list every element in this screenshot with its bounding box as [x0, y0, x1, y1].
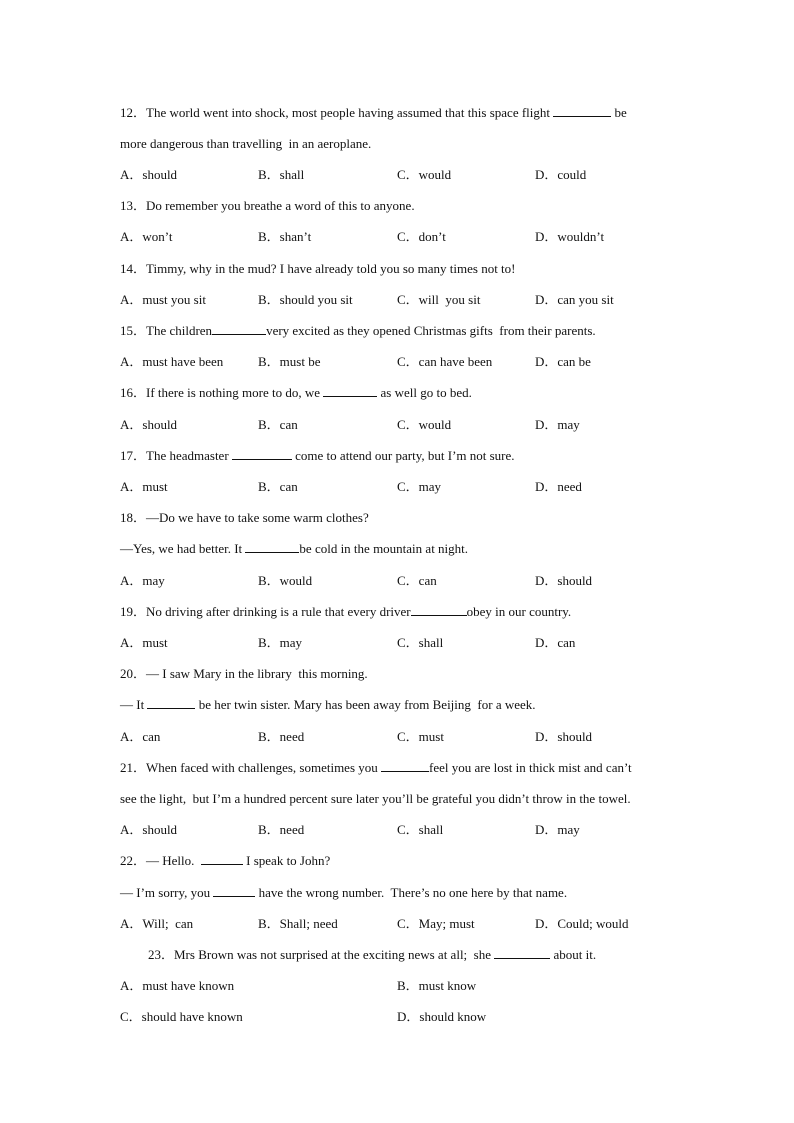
option-b: B．can: [258, 479, 298, 494]
question-text: obey in our country.: [466, 604, 572, 619]
question-18-continued: [120, 541, 468, 557]
option-c: C．would: [397, 417, 452, 432]
question-text: feel you are lost in thick mist and can’t: [429, 760, 632, 775]
question-21: [120, 760, 632, 776]
answer-blank: [245, 541, 299, 553]
question-22: [120, 853, 330, 869]
option-c: C．can: [397, 573, 437, 588]
option-a: A．must you sit: [120, 292, 206, 307]
option-a: A．can: [120, 729, 161, 744]
option-a: A．may: [120, 573, 165, 588]
question-text: 21．When faced with challenges, sometimes you: [120, 760, 382, 775]
question-12: [120, 105, 627, 121]
answer-blank: [494, 947, 550, 959]
answer-blank: [553, 105, 611, 117]
option-b: B．shan’t: [258, 229, 312, 244]
option-d: D．need: [535, 479, 582, 494]
question-text: be her twin sister. Mary has been away from Beijing for a week.: [195, 697, 536, 712]
question-text: 23．Mrs Brown was not surprised at the exciting news at all; she: [148, 947, 495, 962]
option-c: C．shall: [397, 822, 444, 837]
option-b: B．may: [258, 635, 303, 650]
question-text: 19．No driving after drinking is a rule that every driver: [120, 604, 411, 619]
option-c: C．should have known: [120, 1009, 243, 1024]
option-c: C．may: [397, 479, 442, 494]
question-text: —Yes, we had better. It: [120, 541, 246, 556]
question-12-continued: more dangerous than travelling in an aeroplane.: [120, 136, 372, 151]
option-d: D．should: [535, 729, 593, 744]
question-22-continued: [120, 885, 567, 901]
answer-blank: [212, 323, 266, 335]
question-text: 12．The world went into shock, most people having assumed that this space flight: [120, 105, 554, 120]
option-d: D．should know: [397, 1009, 487, 1024]
question-16: [120, 385, 472, 401]
question-text: have the wrong number. There’s no one here by that name.: [255, 885, 568, 900]
option-b: B．need: [258, 822, 305, 837]
answer-blank: [411, 604, 467, 616]
option-a: A．must: [120, 635, 168, 650]
option-b: B．would: [258, 573, 313, 588]
question-15: [120, 323, 596, 339]
answer-blank: [213, 885, 255, 897]
option-a: A．must: [120, 479, 168, 494]
option-c: C．May; must: [397, 916, 475, 931]
option-a: A．should: [120, 822, 178, 837]
option-d: D．can: [535, 635, 576, 650]
answer-blank: [381, 760, 429, 772]
question-text: about it.: [550, 947, 597, 962]
option-c: C．must: [397, 729, 444, 744]
option-d: D．wouldn’t: [535, 229, 605, 244]
question-text: — It: [120, 697, 148, 712]
question-20-continued: [120, 697, 536, 713]
question-text: I speak to John?: [242, 853, 331, 868]
option-d: D．should: [535, 573, 593, 588]
option-c: C．can have been: [397, 354, 493, 369]
question-23: [148, 947, 596, 963]
option-b: B．should you sit: [258, 292, 353, 307]
option-d: D．can you sit: [535, 292, 614, 307]
option-b: B．Shall; need: [258, 916, 338, 931]
option-b: B．can: [258, 417, 298, 432]
option-a: A．must have known: [120, 978, 235, 993]
option-b: B．must be: [258, 354, 321, 369]
answer-blank: [201, 853, 243, 865]
option-a: A．Will; can: [120, 916, 194, 931]
question-20: 20．— I saw Mary in the library this morning.: [120, 666, 368, 681]
question-text: 15．The children: [120, 323, 213, 338]
question-17: [120, 448, 515, 464]
option-d: D．may: [535, 417, 580, 432]
option-c: C．don’t: [397, 229, 446, 244]
question-21-continued: see the light, but I’m a hundred percent sure later you’ll be grateful you didn’t throw in the towel.: [120, 791, 631, 806]
option-b: B．must know: [397, 978, 477, 993]
question-text: be cold in the mountain at night.: [299, 541, 469, 556]
question-text: 17．The headmaster: [120, 448, 232, 463]
question-13: 13．Do remember you breathe a word of this to anyone.: [120, 198, 415, 213]
option-a: A．won’t: [120, 229, 173, 244]
option-b: B．shall: [258, 167, 305, 182]
option-c: C．would: [397, 167, 452, 182]
answer-blank: [323, 385, 377, 397]
question-19: [120, 604, 571, 620]
option-d: D．may: [535, 822, 580, 837]
answer-blank: [147, 697, 195, 709]
question-18: 18．—Do we have to take some warm clothes?: [120, 510, 369, 525]
option-a: A．should: [120, 167, 178, 182]
question-text: be: [611, 105, 627, 120]
option-c: C．will you sit: [397, 292, 481, 307]
option-a: A．must have been: [120, 354, 224, 369]
option-b: B．need: [258, 729, 305, 744]
option-d: D．Could; would: [535, 916, 629, 931]
question-text: — I’m sorry, you: [120, 885, 214, 900]
question-text: 22．— Hello.: [120, 853, 201, 868]
option-d: D．can be: [535, 354, 591, 369]
question-text: very excited as they opened Christmas gifts from their parents.: [266, 323, 596, 338]
question-text: as well go to bed.: [377, 385, 472, 400]
question-text: come to attend our party, but I’m not sure.: [291, 448, 515, 463]
option-a: A．should: [120, 417, 178, 432]
question-14: 14．Timmy, why in the mud? I have already told you so many times not to!: [120, 261, 516, 276]
answer-blank: [232, 448, 292, 460]
option-d: D．could: [535, 167, 587, 182]
question-text: 16．If there is nothing more to do, we: [120, 385, 324, 400]
option-c: C．shall: [397, 635, 444, 650]
